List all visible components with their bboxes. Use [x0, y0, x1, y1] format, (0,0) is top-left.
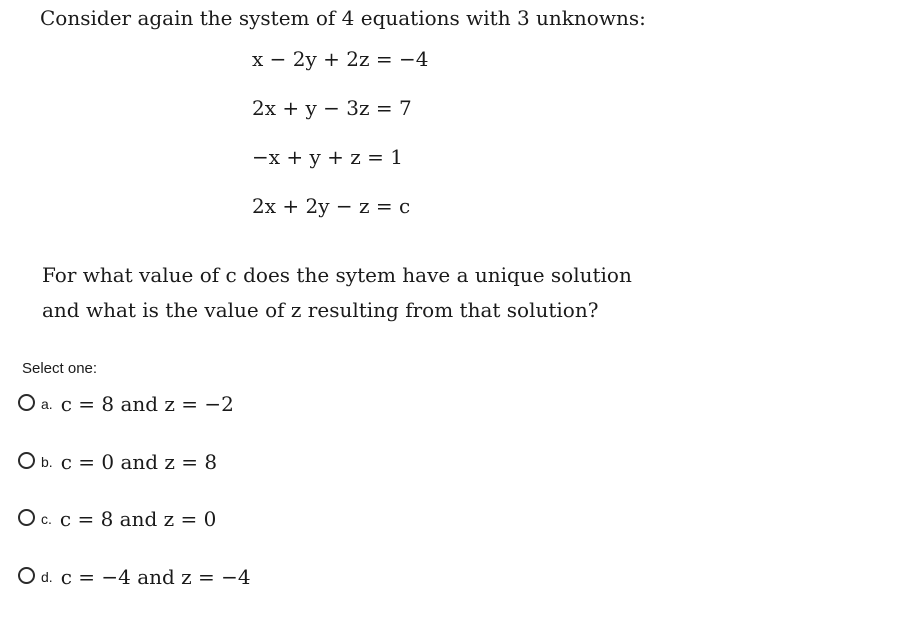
answer-option-b[interactable]: [18, 447, 251, 505]
option-text-c: c = 8 and z = 0: [60, 504, 216, 534]
option-letter-c: c.: [41, 504, 52, 534]
equation-4: 2x + 2y − z = c: [252, 191, 428, 240]
answer-option-c[interactable]: [18, 504, 251, 562]
answer-options: [18, 389, 251, 619]
radio-button-b[interactable]: [18, 452, 35, 469]
equation-2: 2x + y − 3z = 7: [252, 93, 428, 142]
option-letter-d: d.: [41, 562, 53, 592]
radio-button-d[interactable]: [18, 567, 35, 584]
answer-option-d[interactable]: [18, 562, 251, 619]
radio-button-c[interactable]: [18, 509, 35, 526]
option-letter-b: b.: [41, 447, 53, 477]
select-one-label: Select one:: [22, 358, 97, 380]
option-letter-a: a.: [41, 389, 53, 419]
option-text-b: c = 0 and z = 8: [61, 447, 217, 477]
equation-system: [252, 44, 428, 240]
equation-3: −x + y + z = 1: [252, 142, 428, 191]
option-text-a: c = 8 and z = −2: [61, 389, 234, 419]
question-intro: Consider again the system of 4 equations with 3 unknowns:: [40, 4, 646, 32]
question-prompt: [42, 258, 762, 328]
option-text-d: c = −4 and z = −4: [61, 562, 251, 592]
radio-button-a[interactable]: [18, 394, 35, 411]
answer-option-a[interactable]: [18, 389, 251, 447]
question-prompt-line-1: For what value of c does the sytem have a unique solution: [42, 258, 762, 293]
equation-1: x − 2y + 2z = −4: [252, 44, 428, 93]
question-prompt-line-2: and what is the value of z resulting from that solution?: [42, 293, 762, 328]
